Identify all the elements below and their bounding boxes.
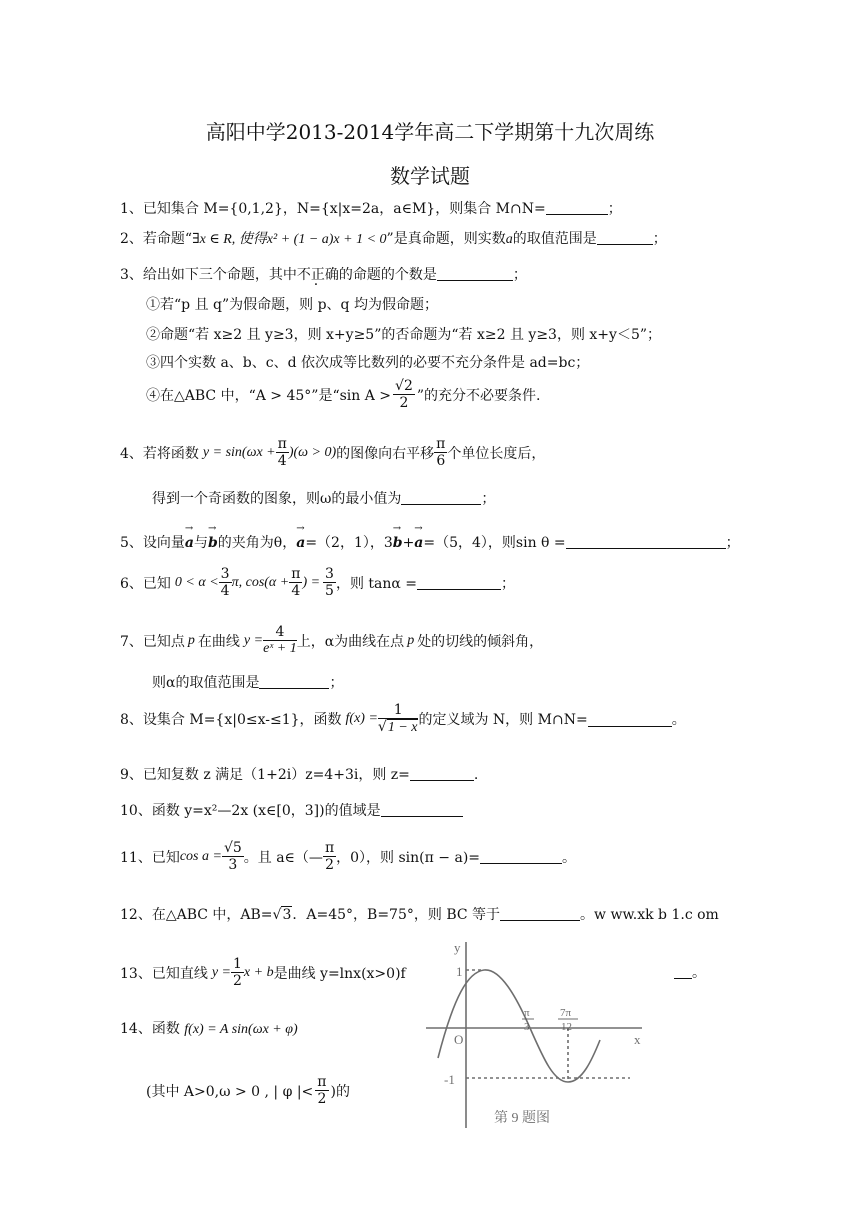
- question-3-item-4: ④在△ABC 中，“A > 45°”是“sin A > $\frac{√2}{2}$ ”的充分不必要条件.: [146, 378, 541, 411]
- tick-a-num: π: [524, 1007, 530, 1019]
- question-6: 6、已知 0 < α < $\frac{3}{4}$ π, cos(α + $\frac{\pi}{4}$ ) = $\frac{3}{5}$ ，则 tanα = ；: [120, 566, 516, 599]
- question-14: 14、函数 f(x) = A sin(ωx + φ): [120, 1021, 298, 1037]
- answer-blank: [437, 266, 513, 281]
- vector-a: → a: [185, 535, 194, 551]
- question-1: 1、已知集合 M={0,1,2}，N={x|x=2a，a∈M}，则集合 M∩N= ；: [120, 201, 622, 217]
- sine-graph-figure: [420, 936, 650, 1136]
- answer-blank: [566, 534, 726, 549]
- question-4-line-2: 得到一个奇函数的图象，则ω的最小值为 ；: [152, 491, 496, 507]
- question-3-item-3: ③四个实数 a、b、c、d 依次成等比数列的必要不充分条件是 ad=bc；: [146, 355, 590, 371]
- math-expression: ∃x ∈ R, 使得x² + (1 − a)x + 1 < 0: [192, 232, 387, 247]
- figure-caption: 第 9 题图: [494, 1111, 550, 1126]
- answer-blank: [500, 906, 580, 921]
- sine-curve: [438, 970, 600, 1082]
- question-text: 1、已知集合 M={0,1,2}，N={x|x=2a，a∈M}，则集合 M∩N=: [120, 201, 546, 217]
- label-x: x: [634, 1032, 641, 1047]
- tick-a-den: 3: [524, 1021, 530, 1033]
- question-5: 5、设向量→ a与→ b的夹角为θ，→ a=（2，1），3→ b+→ a=（5，4），则sin θ = ；: [120, 532, 740, 552]
- answer-blank: [597, 230, 653, 245]
- label-minus-one: -1: [444, 1072, 455, 1087]
- tick-b-num: 7π: [560, 1007, 572, 1019]
- answer-blank: [480, 849, 562, 864]
- page-title: 高阳中学2013-2014学年高二下学期第十九次周练: [205, 120, 655, 144]
- page-subtitle: 数学试题: [390, 164, 470, 188]
- answer-blank: [410, 766, 474, 781]
- question-14-line-2: (其中 A>0,ω > 0 , | φ |< $\frac{\pi}{2}$ )的: [146, 1074, 350, 1107]
- question-10: 10、函数 y=x²—2x (x∈[0，3])的值域是: [120, 800, 463, 820]
- question-11: 11、已知 cos a = $\frac{√5}{3}$ 。且 a∈（— $\frac{\pi}{2}$ ，0），则 sin(π − a)= 。: [120, 840, 577, 873]
- question-8: 8、设集合 M={x|0≤x-≤1}，函数 f(x) = $\frac{1}{√1 - x}$ 的定义域为 N，则 M∩N= 。: [120, 702, 686, 735]
- question-13: 13、已知直线 y = $\frac{1}{2}$ x + b 是曲线 y=lnx(x>0)f: [120, 956, 406, 989]
- label-one: 1: [456, 964, 463, 979]
- question-9: 9、已知复数 z 满足（1+2i）z=4+3i，则 z= .: [120, 767, 479, 783]
- answer-blank: [546, 200, 608, 215]
- emphasis-text: 不正确: [296, 267, 339, 283]
- vector-b: → b: [208, 535, 218, 551]
- question-3-item-2: ②命题“若 x≥2 且 y≥3，则 x+y≥5”的否命题为“若 x≥2 且 y≥3，则 x+y＜5”；: [146, 327, 662, 343]
- label-y: y: [454, 940, 461, 955]
- answer-blank: [417, 575, 501, 590]
- question-12: 12、在△ABC 中，AB=√3．A=45°，B=75°，则 BC 等于 。w ww.xk b 1.c om: [120, 907, 719, 923]
- answer-blank: [259, 674, 329, 689]
- answer-blank: [381, 802, 463, 817]
- question-3: 3、给出如下三个命题，其中不正确的命题的个数是 ；: [120, 267, 527, 283]
- label-origin: O: [454, 1032, 464, 1047]
- question-7-line-2: 则α的取值范围是 ；: [152, 675, 344, 691]
- question-3-item-1: ①若“p 且 q”为假命题，则 p、q 均为假命题；: [146, 297, 438, 313]
- answer-blank: [674, 964, 692, 979]
- question-13-tail: 。: [674, 962, 706, 982]
- answer-blank: [401, 490, 481, 505]
- answer-blank: [588, 712, 672, 727]
- question-7: 7、已知点 p 在曲线 y = $\frac{4}{\text{eˣ + 1}}$ 上，α为曲线在点 p 处的切线的倾斜角，: [120, 624, 544, 656]
- tick-b-den: 12: [561, 1021, 572, 1033]
- question-2: 2、若命题“∃x ∈ R, 使得x² + (1 − a)x + 1 < 0”是真命题，则实数a的取值范围是 ；: [120, 231, 667, 247]
- question-4: 4、若将函数 y = sin(ωx + $\frac{\pi}{4}$ )(ω > 0) 的图像向右平移 $\frac{\pi}{6}$ 个单位长度后，: [120, 436, 546, 469]
